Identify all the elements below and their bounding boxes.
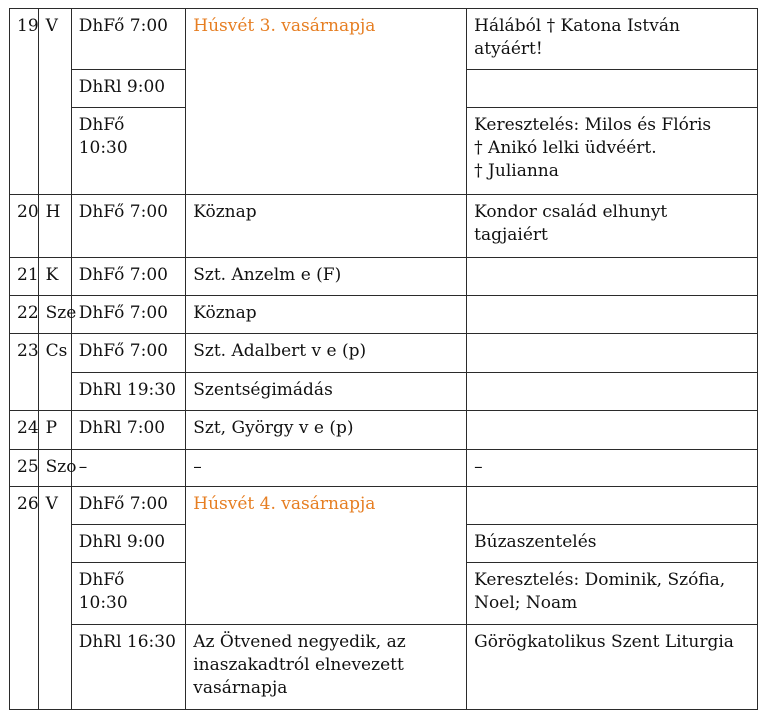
- mass-time: DhFő 7:00: [71, 258, 186, 296]
- day-of-week: K: [38, 258, 71, 296]
- mass-time: DhFő 7:00: [71, 487, 186, 525]
- mass-intention: [467, 411, 758, 450]
- day-number: 23: [10, 334, 39, 411]
- mass-intention: –: [467, 450, 758, 487]
- day-number: 24: [10, 411, 39, 450]
- mass-intention: [467, 296, 758, 334]
- mass-intention: Görögkatolikus Szent Liturgia: [467, 625, 758, 710]
- mass-intention: [467, 373, 758, 411]
- day-of-week: V: [38, 9, 71, 195]
- day-number: 22: [10, 296, 39, 334]
- table-row: [10, 411, 758, 450]
- feast-name: Szt. Adalbert v e (p): [186, 334, 467, 373]
- day-number: 20: [10, 195, 39, 258]
- feast-name: Az Ötvened negyedik, az inaszakadtról elnevezett vasárnapja: [186, 625, 467, 710]
- mass-time: DhRl 19:30: [71, 373, 186, 411]
- table-row: [10, 258, 758, 296]
- table-row: [10, 487, 758, 525]
- table-row: [10, 296, 758, 334]
- day-number: 26: [10, 487, 39, 710]
- mass-time: DhFő 7:00: [71, 296, 186, 334]
- day-of-week: P: [38, 411, 71, 450]
- mass-time: DhRl 16:30: [71, 625, 186, 710]
- mass-intention: Kondor család elhunyt tagjaiért: [467, 195, 758, 258]
- table-row: [10, 195, 758, 258]
- table-row: [10, 334, 758, 373]
- mass-time: DhFő 7:00: [71, 195, 186, 258]
- feast-name: Köznap: [186, 296, 467, 334]
- mass-time: DhRl 9:00: [71, 525, 186, 563]
- day-of-week: Szo: [38, 450, 71, 487]
- feast-name: Szentségimádás: [186, 373, 467, 411]
- table-row: [10, 450, 758, 487]
- mass-time: DhFő 10:30: [71, 563, 186, 625]
- feast-name: Húsvét 4. vasárnapja: [186, 487, 467, 625]
- mass-intention: [467, 70, 758, 108]
- mass-intention: [467, 487, 758, 525]
- mass-schedule-table: [9, 8, 758, 710]
- day-number: 21: [10, 258, 39, 296]
- day-of-week: Sze: [38, 296, 71, 334]
- feast-name: –: [186, 450, 467, 487]
- day-of-week: Cs: [38, 334, 71, 411]
- mass-time: DhFő 7:00: [71, 9, 186, 70]
- day-of-week: V: [38, 487, 71, 710]
- feast-name: Szt, György v e (p): [186, 411, 467, 450]
- mass-intention: [467, 334, 758, 373]
- feast-name: Szt. Anzelm e (F): [186, 258, 467, 296]
- feast-name: Köznap: [186, 195, 467, 258]
- day-of-week: H: [38, 195, 71, 258]
- mass-intention: Hálából † Katona István atyáért!: [467, 9, 758, 70]
- mass-time: DhRl 7:00: [71, 411, 186, 450]
- feast-name: Húsvét 3. vasárnapja: [186, 9, 467, 195]
- table-row: [10, 373, 758, 411]
- table-row: [10, 625, 758, 710]
- mass-time: DhRl 9:00: [71, 70, 186, 108]
- day-number: 19: [10, 9, 39, 195]
- mass-intention: Búzaszentelés: [467, 525, 758, 563]
- mass-time: –: [71, 450, 186, 487]
- mass-intention: Keresztelés: Dominik, Szófia, Noel; Noam: [467, 563, 758, 625]
- day-number: 25: [10, 450, 39, 487]
- mass-intention: Keresztelés: Milos és Flóris † Anikó lelki üdvéért. † Julianna: [467, 108, 758, 195]
- mass-time: DhFő 10:30: [71, 108, 186, 195]
- mass-time: DhFő 7:00: [71, 334, 186, 373]
- mass-intention: [467, 258, 758, 296]
- table-row: [10, 9, 758, 70]
